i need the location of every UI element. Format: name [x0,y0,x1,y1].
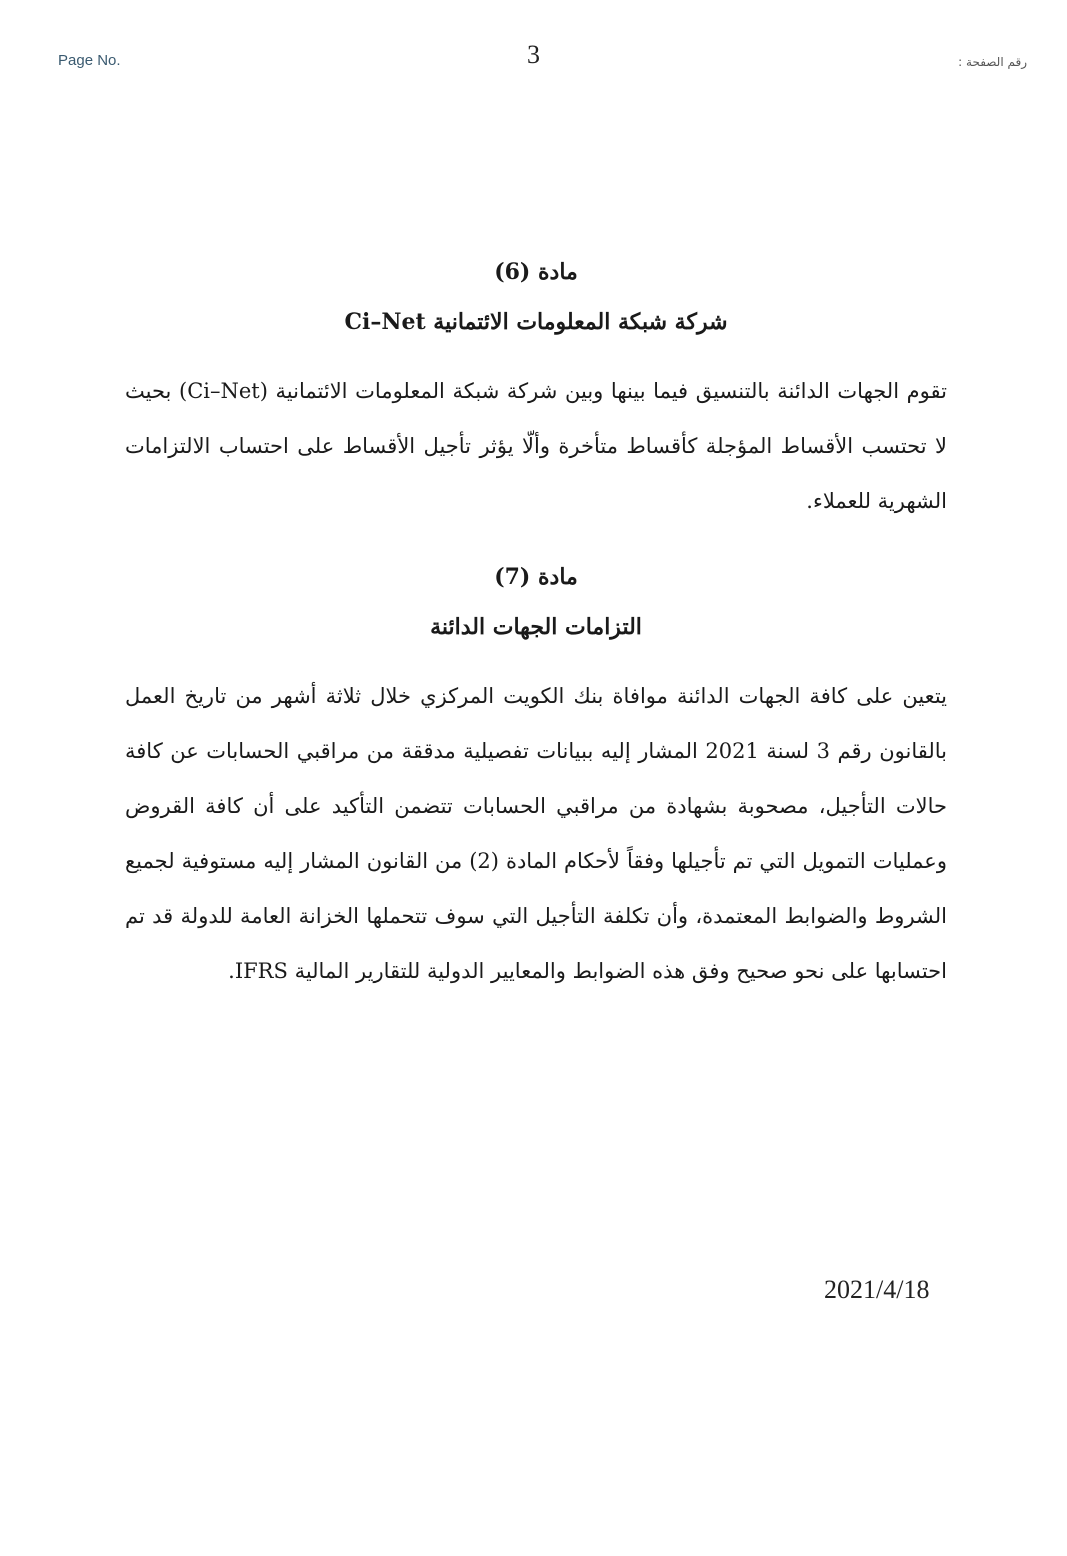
article-6 [125,252,947,529]
article-6-body: تقوم الجهات الدائنة بالتنسيق فيما بينها وبين شركة شبكة المعلومات الائتمانية (Ci–Net) بحيث لا تحتسب الأقساط المؤجلة كأقساط متأخرة وألّا يؤثر تأجيل الأقساط على احتساب الالتزامات الشهرية للعملاء. [125,379,947,513]
article-6-title: مادة (6) [494,259,578,285]
page-number: 3 [527,40,540,69]
article-7 [125,557,947,999]
article-6-subtitle: شركة شبكة المعلومات الائتمانية Ci–Net [344,309,728,335]
article-7-body: يتعين على كافة الجهات الدائنة موافاة بنك الكويت المركزي خلال ثلاثة أشهر من تاريخ العمل بالقانون رقم 3 لسنة 2021 المشار إليه ببيانات تفصيلية مدققة من مراقبي الحسابات عن كافة حالات التأجيل، مصحوبة بشهادة من مراقبي الحسابات تتضمن التأكيد على أن كافة القروض وعمليات التمويل التي تم تأجيلها وفقاً لأحكام المادة (2) من القانون المشار إليه مستوفية لجميع الشروط والضوابط المعتمدة، وأن تكلفة التأجيل التي سوف تتحملها الخزانة العامة للدولة قد تم احتسابها على نحو صحيح وفق هذه الضوابط والمعايير الدولية للتقارير المالية IFRS. [125,684,947,983]
page-no-label-ar: رقم الصفحة : [958,55,1027,69]
document-body [125,240,947,1027]
page-no-label-en: Page No. [58,52,121,69]
article-7-title: مادة (7) [494,564,578,590]
document-date: 2021/4/18 [824,1275,930,1304]
article-7-subtitle: التزامات الجهات الدائنة [430,614,642,640]
